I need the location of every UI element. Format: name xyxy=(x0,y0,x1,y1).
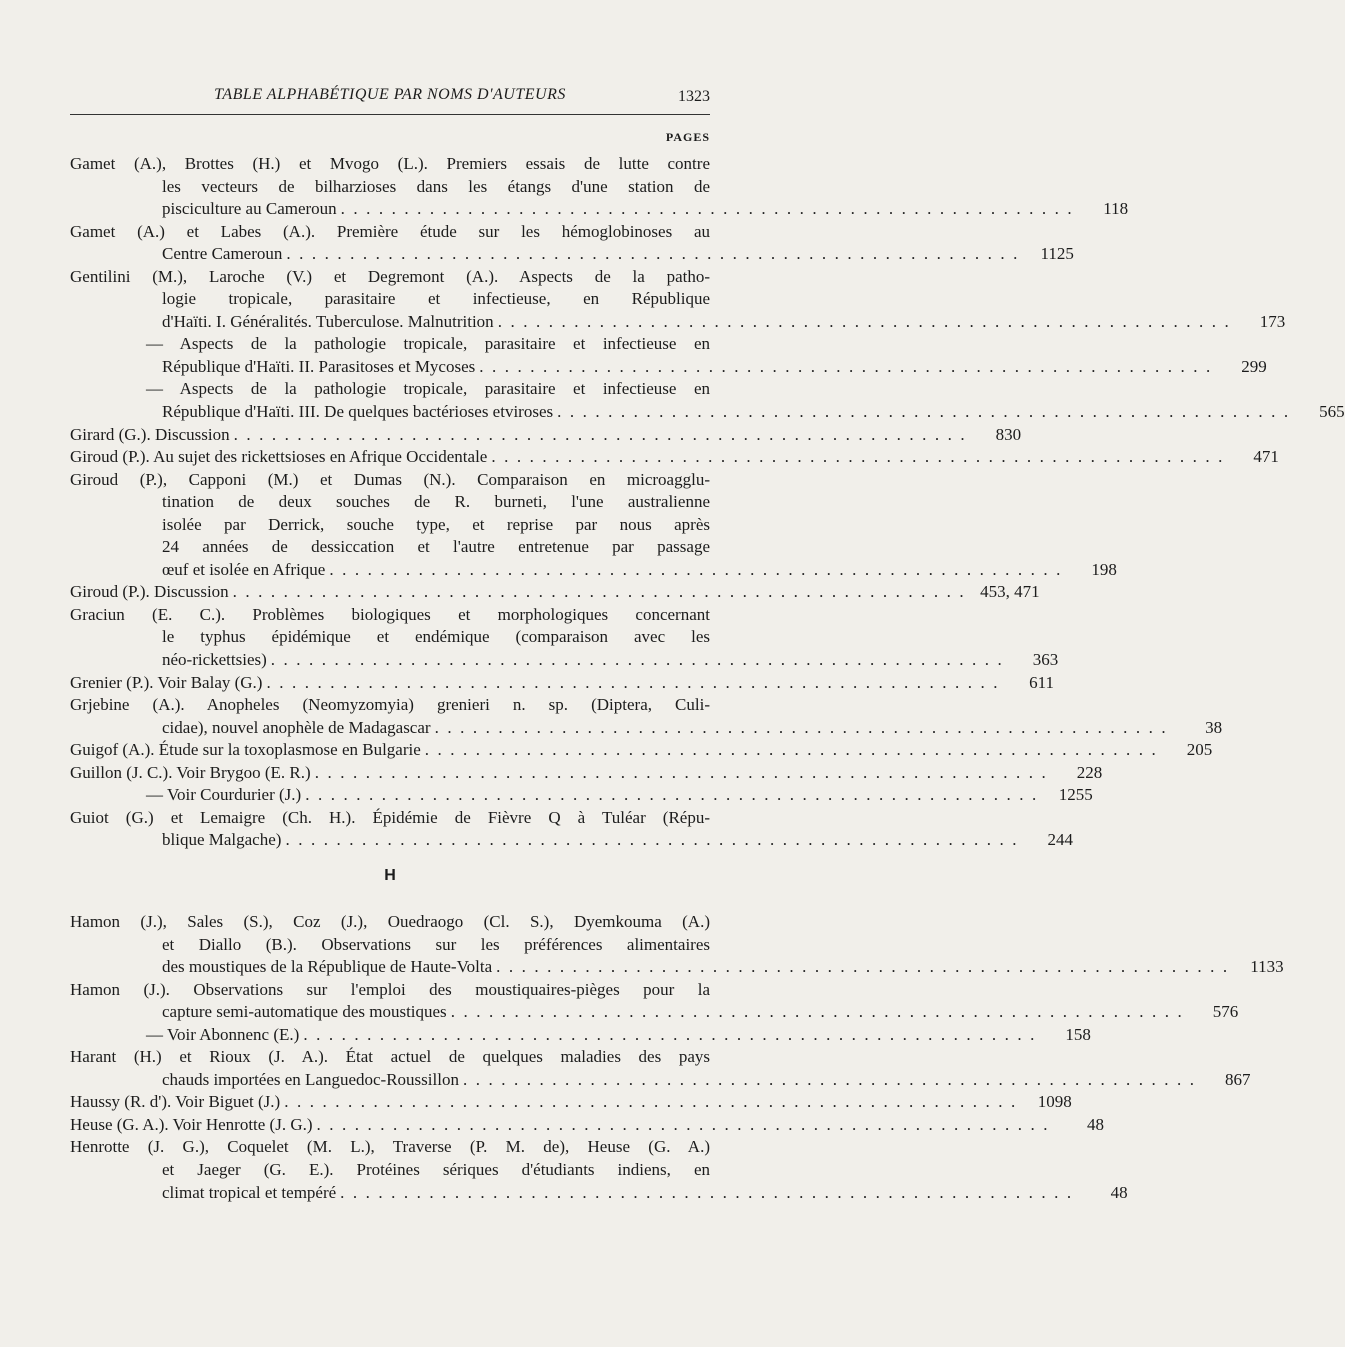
pages-column-label: PAGES xyxy=(665,130,710,144)
entry-line: et Jaeger (G. E.). Protéines sériques d'étudiants indiens, en xyxy=(162,1159,710,1179)
entry-line: République d'Haïti. III. De quelques bactérioses etviroses .......................................................... 565 xyxy=(70,401,710,424)
dot-leader: .......................................................... xyxy=(329,559,1069,579)
dot-leader: .......................................................... xyxy=(270,650,1011,670)
entry-line: Giroud (P.), Capponi (M.) et Dumas (N.). Comparaison en microagglu- xyxy=(70,469,710,489)
entry-line: tination de deux souches de R. burneti, l'une australienne xyxy=(162,492,710,512)
entry-line: Heuse (G. A.). Voir Henrotte (J. G.) .......................................................... 48 xyxy=(70,1114,710,1137)
dot-leader: .......................................................... xyxy=(491,447,1231,467)
entry-line: Harant (H.) et Rioux (J. A.). État actuel de quelques maladies des pays xyxy=(70,1047,710,1067)
entry-line: Gamet (A.) et Labes (A.). Première étude sur les hémoglobinoses au xyxy=(70,221,710,241)
dot-leader: .......................................................... xyxy=(496,957,1236,977)
page-ref: 453, 471 xyxy=(980,582,1040,602)
page-ref: 299 xyxy=(1241,356,1267,376)
page-ref: 228 xyxy=(1076,762,1103,782)
entry-line: Gamet (A.), Brottes (H.) et Mvogo (L.). Premiers essais de lutte contre xyxy=(70,154,710,173)
dot-leader: .......................................................... xyxy=(316,1114,1057,1134)
entry-line: isolée par Derrick, souche type, et reprise par nous après xyxy=(162,514,710,534)
dot-leader: .......................................................... xyxy=(233,424,974,444)
page-ref: 565 xyxy=(1319,402,1345,422)
dot-leader: .......................................................... xyxy=(340,1182,1080,1202)
dot-leader: .......................................................... xyxy=(286,244,1026,264)
page-ref: 611 xyxy=(1029,672,1054,692)
dot-leader: .......................................................... xyxy=(340,199,1081,219)
dot-leader: .......................................................... xyxy=(450,1002,1191,1022)
entry-line: néo-rickettsies) .......................................................... 363 xyxy=(70,649,710,672)
page-ref: 830 xyxy=(995,424,1022,444)
entry-line: Haussy (R. d'). Voir Biguet (J.) .......................................................... 1098 xyxy=(70,1091,710,1114)
dot-leader: .......................................................... xyxy=(305,785,1045,805)
entry-line: — Voir Abonnenc (E.) .......................................................... 158 xyxy=(70,1024,710,1047)
entry-line: cidae), nouvel anophèle de Madagascar .......................................................... 38 xyxy=(70,717,710,740)
page-ref: 576 xyxy=(1212,1002,1239,1022)
entry-line: blique Malgache) .......................................................... 244 xyxy=(70,829,710,852)
entry-line: Giroud (P.). Discussion .......................................................... 453, 471 xyxy=(70,581,710,604)
entry-line: République d'Haïti. II. Parasitoses et Mycoses .......................................................... 299 xyxy=(70,356,710,379)
page-ref: 48 xyxy=(1110,1182,1128,1202)
dot-leader: .......................................................... xyxy=(314,762,1055,782)
entry-line: Graciun (E. C.). Problèmes biologiques et morphologiques concernant xyxy=(70,604,710,624)
section-letter-h: H xyxy=(384,866,396,884)
entry-line: logie tropicale, parasitaire et infectieuse, en République xyxy=(162,289,710,309)
entry-line: pisciculture au Cameroun .......................................................... 118 xyxy=(70,198,710,221)
entry-line: Giroud (P.). Au sujet des rickettsioses en Afrique Occidentale .......................................................... 471 xyxy=(70,446,710,469)
page-ref: 198 xyxy=(1091,559,1117,579)
entry-line: d'Haïti. I. Généralités. Tuberculose. Malnutrition .......................................................... 173 xyxy=(70,311,710,334)
entry-line: Gentilini (M.), Laroche (V.) et Degremont (A.). Aspects de la patho- xyxy=(70,266,710,286)
entry-line: Guiot (G.) et Lemaigre (Ch. H.). Épidémie de Fièvre Q à Tuléar (Répu- xyxy=(70,807,710,827)
entry-line: Guigof (A.). Étude sur la toxoplasmose en Bulgarie .......................................................... 205 xyxy=(70,739,710,762)
page-ref: 1133 xyxy=(1250,957,1284,977)
dot-leader: .......................................................... xyxy=(424,740,1165,760)
page-number: 1323 xyxy=(678,88,710,105)
entry-line: Grenier (P.). Voir Balay (G.) .......................................................... 611 xyxy=(70,672,710,695)
page-ref: 48 xyxy=(1087,1114,1105,1134)
entry-line: et Diallo (B.). Observations sur les préférences alimentaires xyxy=(162,934,710,954)
entry-line: capture semi-automatique des moustiques .......................................................... 576 xyxy=(70,1001,710,1024)
dot-leader: .......................................................... xyxy=(462,1069,1203,1089)
dot-leader: .......................................................... xyxy=(557,402,1297,422)
entry-line: Henrotte (J. G.), Coquelet (M. L.), Traverse (P. M. de), Heuse (G. A.) xyxy=(70,1137,710,1157)
entry-line: œuf et isolée en Afrique .......................................................... 198 xyxy=(70,559,710,582)
dot-leader: .......................................................... xyxy=(303,1024,1043,1044)
page-ref: 118 xyxy=(1103,199,1129,219)
entry-line: Grjebine (A.). Anopheles (Neomyzomyia) grenieri n. sp. (Diptera, Culi- xyxy=(70,695,710,715)
entry-line: Centre Cameroun .......................................................... 1125 xyxy=(70,243,710,266)
running-header xyxy=(70,80,710,110)
dot-leader: .......................................................... xyxy=(285,830,1025,850)
page-ref: 1125 xyxy=(1040,244,1074,264)
page-ref: 471 xyxy=(1253,447,1279,467)
entry-line: des moustiques de la République de Haute-Volta .......................................................... 1133 xyxy=(70,956,710,979)
entry-line: le typhus épidémique et endémique (comparaison avec les xyxy=(162,627,710,647)
entry-line: Hamon (J.). Observations sur l'emploi des moustiquaires-pièges pour la xyxy=(70,979,710,999)
entry-line: — Aspects de la pathologie tropicale, parasitaire et infectieuse en xyxy=(146,334,710,354)
header-title: TABLE ALPHABÉTIQUE PAR NOMS D'AUTEURS xyxy=(214,86,566,103)
dot-leader: .......................................................... xyxy=(232,582,973,602)
page-ref: 158 xyxy=(1065,1024,1091,1044)
entry-line: les vecteurs de bilharzioses dans les étangs d'une station de xyxy=(162,176,710,196)
dot-leader: .......................................................... xyxy=(284,1092,1024,1112)
dot-leader: .......................................................... xyxy=(497,311,1238,331)
dot-leader: .......................................................... xyxy=(266,672,1006,692)
page-ref: 1255 xyxy=(1058,785,1093,805)
entry-line: — Voir Courdurier (J.) .......................................................... 1255 xyxy=(70,784,710,807)
entry-line: chauds importées en Languedoc-Roussillon .......................................................... 867 xyxy=(70,1069,710,1092)
page-ref: 363 xyxy=(1032,650,1059,670)
entry-line: Guillon (J. C.). Voir Brygoo (E. R.) .......................................................... 228 xyxy=(70,762,710,785)
entry-line: climat tropical et tempéré .......................................................... 48 xyxy=(70,1182,710,1205)
entry-line: 24 années de dessiccation et l'autre entretenue par passage xyxy=(162,537,710,557)
page-ref: 38 xyxy=(1205,717,1223,737)
entry-line: Hamon (J.), Sales (S.), Coz (J.), Ouedraogo (Cl. S.), Dyemkouma (A.) xyxy=(70,911,710,931)
page-ref: 173 xyxy=(1259,311,1286,331)
index-entries xyxy=(70,153,1345,1204)
page-ref: 867 xyxy=(1224,1069,1251,1089)
entry-line: — Aspects de la pathologie tropicale, parasitaire et infectieuse en xyxy=(146,379,710,399)
dot-leader: .......................................................... xyxy=(434,717,1175,737)
entry-line: Girard (G.). Discussion .......................................................... 830 xyxy=(70,424,710,447)
page-ref: 205 xyxy=(1186,740,1213,760)
page-ref: 244 xyxy=(1047,830,1073,850)
dot-leader: .......................................................... xyxy=(479,356,1219,376)
page-ref: 1098 xyxy=(1037,1092,1072,1112)
header-rule xyxy=(70,114,710,115)
